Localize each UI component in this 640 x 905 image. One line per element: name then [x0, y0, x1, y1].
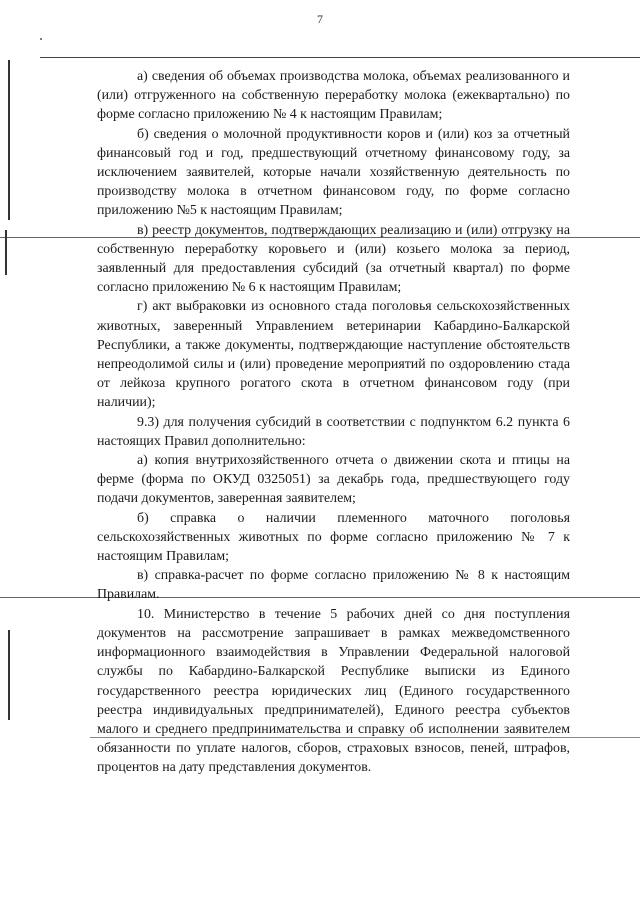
- item-a: а) сведения об объемах производства молока, объемах реализованного и (или) отгруженного на собственную переработку молока (ежеквартально) по форме согласно приложению № 4 к настоящим Правилам;: [97, 69, 570, 123]
- clause-10: 10. Министерство в течение 5 рабочих дней со дня поступления документов на рассмотрение запрашивает в рамках межведомственного информационного взаимодействия в Управлении Федеральной налоговой службы по Кабардино-Балкарской Республике выписки из Единого государственного реестра юридических лиц (Единого государственного реестра индивидуальных предпринимателей), Единого реестра субъектов малого и среднего предпринимательства и справку об исполнении заявителем обязанности по уплате налогов, сборов, страховых взносов, пеней, штрафов, процентов на дату представления документов.: [97, 606, 570, 776]
- scan-line-top: [40, 57, 640, 58]
- page-number: 7: [317, 12, 323, 26]
- clause-9-3: 9.3) для получения субсидий в соответствии с подпунктом 6.2 пункта 6 настоящих Правил дополнительно:: [97, 414, 570, 449]
- clause-9-3-item-a: а) копия внутрихозяйственного отчета о движении скота и птицы на ферме (форма по ОКУД 0325051) за декабрь года, предшествующего году подачи документов, заверенная заявителем;: [97, 453, 570, 507]
- scan-vert-1: [8, 60, 10, 220]
- item-v: в) реестр документов, подтверждающих реализацию и (или) отгрузку на собственную переработку коровьего и (или) козьего молока за период, заявленный для предоставления субсидий (за отчетный квартал) по форме согласно приложению № 6 к настоящим Правилам;: [97, 222, 570, 296]
- document-text: [97, 67, 570, 778]
- clause-9-3-item-b: б) справка о наличии племенного маточного поголовья сельскохозяйственных животных по форме согласно приложению № 7 к настоящим Правилам;: [97, 510, 570, 565]
- scan-vert-3: [8, 630, 10, 720]
- item-g: г) акт выбраковки из основного стада поголовья сельскохозяйственных животных, заверенный Управлением ветеринарии Кабардино-Балкарской Республики, а также документы, подтверждающие наступление обстоятельств непреодолимой силы и (или) проведение мероприятий по оздоровлению стада от лейкоза крупного рогатого скота в отчетном финансовом году (при наличии);: [97, 299, 570, 411]
- scan-vert-2: [5, 230, 7, 275]
- item-b: б) сведения о молочной продуктивности коров и (или) коз за отчетный финансовый год и год, предшествующий отчетному финансовому году, за исключением заявителей, которые начали хозяйственную деятельность по производству молока в отчетном финансовом году, по форме согласно приложению №5 к настоящим Правилам;: [97, 126, 570, 219]
- clause-9-3-item-v: в) справка-расчет по форме согласно приложению № 8 к настоящим Правилам.: [97, 568, 570, 603]
- scan-dot: [40, 38, 42, 40]
